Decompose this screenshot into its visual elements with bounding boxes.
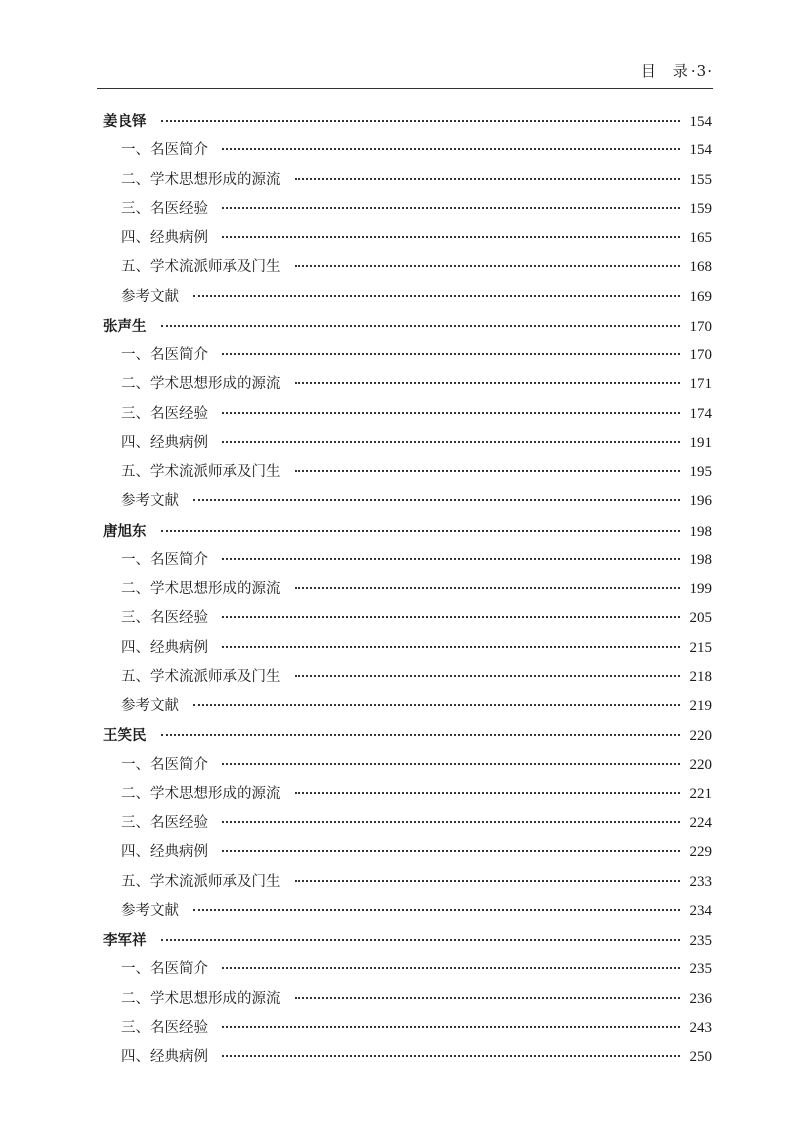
toc-entry-section[interactable] [103,429,712,458]
toc-entry-title: 参考文献 [121,493,179,510]
dot-leader [295,265,680,267]
toc-entry-section[interactable] [103,458,712,487]
dot-leader [222,646,680,648]
dot-leader [222,850,680,852]
dot-leader [222,763,680,765]
toc-entry-section[interactable] [103,663,712,692]
toc-entry-title: 二、学术思想形成的源流 [121,171,281,188]
toc-entry-page-number: 205 [689,610,712,627]
toc-entry-title: 参考文献 [121,288,179,305]
toc-entry-page-number: 154 [689,114,712,130]
toc-entry-section[interactable] [103,341,712,370]
table-of-contents [103,107,712,1072]
toc-entry-page-number: 171 [689,376,712,393]
toc-entry-section[interactable] [103,809,712,838]
toc-entry-title: 四、经典病例 [121,230,208,246]
toc-entry-page-number: 168 [689,259,712,276]
toc-entry-title: 五、学术流派师承及门生 [121,464,281,480]
dot-leader [222,148,680,150]
dot-leader [193,499,680,501]
toc-entry-section[interactable] [103,166,712,195]
toc-entry-title: 四、经典病例 [121,434,208,451]
toc-entry-title: 三、名医经验 [121,815,208,831]
dot-leader [295,880,680,882]
toc-entry-title: 三、名医经验 [121,610,208,627]
dot-leader [222,967,680,969]
dot-leader [222,1055,680,1057]
toc-entry-title: 二、学术思想形成的源流 [121,990,281,1007]
toc-entry-page-number: 165 [689,230,712,246]
dot-leader [295,792,680,794]
toc-entry-page-number: 199 [689,581,712,597]
dot-leader [193,909,680,911]
toc-entry-title: 一、名医简介 [121,756,208,773]
toc-entry-page-number: 235 [689,961,712,978]
running-header [641,60,713,81]
toc-entry-section[interactable] [103,487,712,516]
toc-entry-section[interactable] [103,780,712,809]
toc-entry-page-number: 234 [689,902,712,919]
toc-entry-title: 王笑民 [103,727,147,745]
dot-leader [295,587,680,589]
dot-leader [161,325,680,327]
dot-leader [161,734,680,736]
toc-entry-page-number: 169 [689,288,712,305]
dot-leader [161,939,680,941]
toc-entry-title: 一、名医简介 [121,347,208,363]
toc-entry-title: 四、经典病例 [121,1049,208,1065]
toc-entry-page-number: 233 [689,873,712,890]
toc-entry-page-number: 198 [689,523,712,540]
toc-entry-title: 张声生 [103,317,147,335]
toc-entry-section[interactable] [103,868,712,897]
toc-entry-page-number: 170 [689,318,712,335]
toc-entry-page-number: 155 [689,171,712,188]
toc-entry-author[interactable] [103,721,712,750]
toc-entry-page-number: 174 [689,405,712,422]
dot-leader [295,675,680,677]
dot-leader [222,441,680,443]
toc-entry-title: 一、名医简介 [121,142,208,159]
header-title: 目 录 [640,62,689,80]
toc-entry-section[interactable] [103,546,712,575]
toc-entry-page-number: 229 [689,844,712,861]
toc-entry-title: 二、学术思想形成的源流 [121,581,281,597]
header-page-number: ·3· [690,62,713,80]
toc-entry-title: 三、名医经验 [121,405,208,422]
dot-leader [161,120,680,122]
toc-entry-section[interactable] [103,838,712,867]
toc-entry-page-number: 218 [689,668,712,685]
toc-entry-page-number: 159 [689,200,712,217]
toc-entry-page-number: 170 [689,347,712,363]
dot-leader [295,178,680,180]
dot-leader [222,616,680,618]
toc-entry-title: 五、学术流派师承及门生 [121,873,281,890]
toc-entry-page-number: 196 [689,493,712,510]
dot-leader [222,1026,680,1028]
toc-entry-author[interactable] [103,517,712,546]
toc-entry-section[interactable] [103,634,712,663]
dot-leader [295,997,680,999]
toc-entry-page-number: 154 [689,142,712,159]
toc-entry-title: 唐旭东 [103,522,147,540]
toc-entry-page-number: 221 [689,785,712,802]
toc-entry-title: 参考文献 [121,698,179,714]
dot-leader [161,530,680,532]
dot-leader [295,382,680,384]
toc-entry-section[interactable] [103,400,712,429]
toc-entry-page-number: 224 [689,815,712,831]
toc-entry-section[interactable] [103,604,712,633]
toc-entry-section[interactable] [103,955,712,984]
toc-entry-page-number: 243 [689,1019,712,1036]
toc-entry-page-number: 195 [689,464,712,480]
toc-entry-page-number: 198 [689,551,712,568]
toc-entry-page-number: 236 [689,990,712,1007]
toc-entry-section[interactable] [103,253,712,282]
dot-leader [222,558,680,560]
toc-entry-page-number: 250 [689,1049,712,1065]
toc-entry-section[interactable] [103,195,712,224]
toc-entry-title: 姜良铎 [103,113,147,130]
toc-entry-page-number: 219 [689,698,712,714]
toc-entry-title: 三、名医经验 [121,1019,208,1036]
toc-entry-author[interactable] [103,107,712,136]
toc-entry-title: 一、名医简介 [121,961,208,978]
toc-entry-title: 二、学术思想形成的源流 [121,376,281,393]
dot-leader [222,236,680,238]
toc-entry-title: 四、经典病例 [121,844,208,861]
toc-entry-title: 二、学术思想形成的源流 [121,785,281,802]
dot-leader [193,704,680,706]
toc-entry-section[interactable] [103,283,712,312]
dot-leader [222,412,680,414]
toc-entry-title: 四、经典病例 [121,639,208,656]
toc-entry-page-number: 215 [689,639,712,656]
toc-entry-section[interactable] [103,1014,712,1043]
dot-leader [295,470,680,472]
toc-entry-author[interactable] [103,926,712,955]
toc-entry-page-number: 220 [689,756,712,773]
toc-entry-title: 一、名医简介 [121,551,208,568]
toc-entry-section[interactable] [103,575,712,604]
dot-leader [222,821,680,823]
toc-entry-author[interactable] [103,312,712,341]
toc-entry-section[interactable] [103,136,712,165]
dot-leader [193,295,680,297]
toc-entry-section[interactable] [103,985,712,1014]
toc-entry-section[interactable] [103,897,712,926]
toc-entry-section[interactable] [103,224,712,253]
toc-entry-title: 李军祥 [103,932,147,949]
toc-entry-title: 五、学术流派师承及门生 [121,668,281,685]
toc-entry-section[interactable] [103,692,712,721]
header-rule [97,88,713,89]
toc-entry-section[interactable] [103,370,712,399]
toc-entry-section[interactable] [103,751,712,780]
toc-entry-section[interactable] [103,1043,712,1072]
toc-entry-page-number: 191 [689,434,712,451]
toc-entry-title: 五、学术流派师承及门生 [121,259,281,276]
toc-entry-title: 三、名医经验 [121,200,208,217]
dot-leader [222,353,680,355]
dot-leader [222,207,680,209]
toc-entry-title: 参考文献 [121,902,179,919]
toc-entry-page-number: 220 [689,728,712,745]
toc-entry-page-number: 235 [689,933,712,949]
